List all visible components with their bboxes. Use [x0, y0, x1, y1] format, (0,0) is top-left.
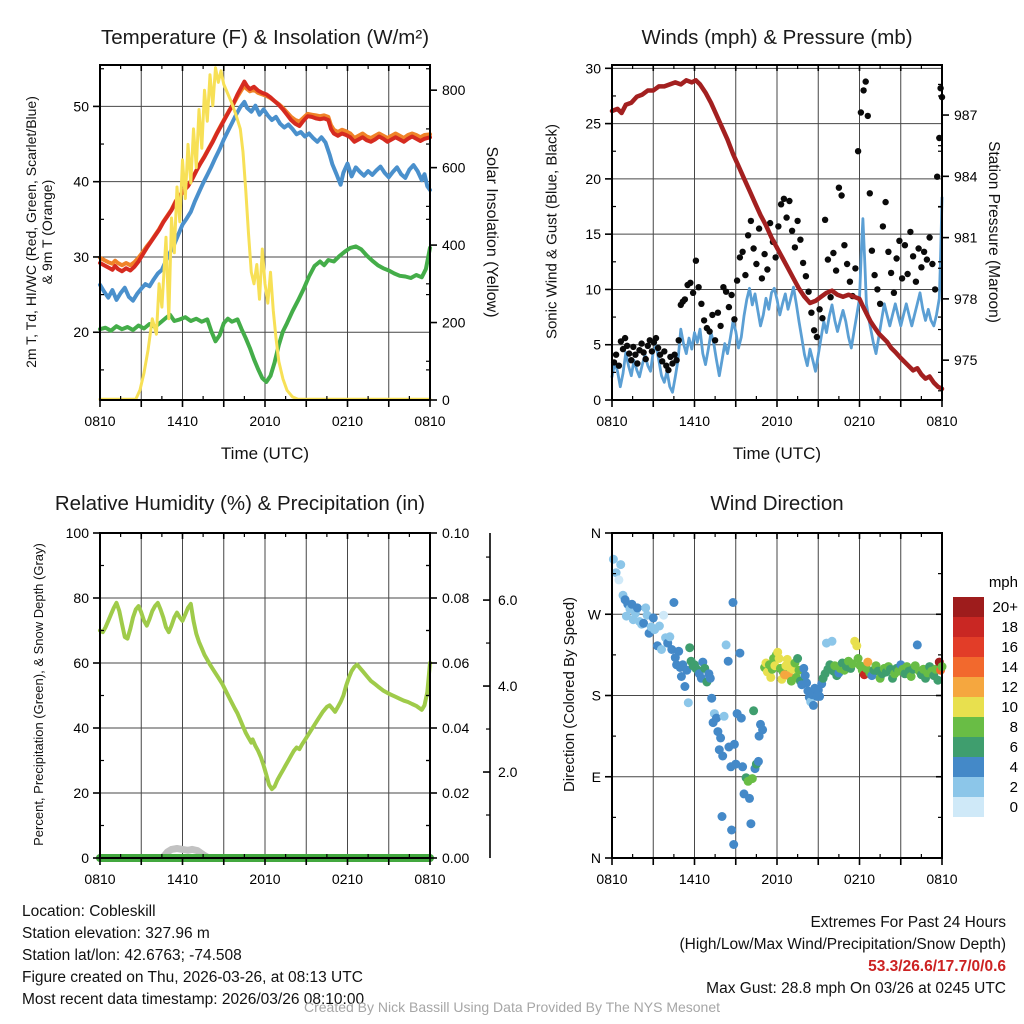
svg-text:0.08: 0.08 — [442, 590, 470, 606]
svg-text:0: 0 — [81, 850, 89, 866]
svg-text:W: W — [587, 606, 601, 623]
svg-text:2.0: 2.0 — [498, 764, 518, 781]
yaxis-label-pressure-right: Station Pressure (Maroon) — [985, 141, 1002, 323]
station-info — [22, 901, 364, 1011]
svg-text:0810: 0810 — [414, 871, 446, 887]
chart-title-winds-pressure: Winds (mph) & Pressure (mb) — [641, 26, 913, 49]
xaxis-label-winds: Time (UTC) — [732, 444, 822, 463]
svg-text:E: E — [591, 768, 601, 785]
svg-text:0210: 0210 — [331, 413, 364, 429]
svg-text:975: 975 — [954, 352, 978, 369]
svg-text:0210: 0210 — [843, 413, 876, 429]
svg-text:25: 25 — [585, 115, 601, 132]
svg-text:0810: 0810 — [84, 871, 116, 887]
svg-text:2010: 2010 — [249, 413, 281, 429]
svg-text:1410: 1410 — [678, 413, 711, 429]
svg-text:80: 80 — [73, 590, 89, 606]
svg-text:0.06: 0.06 — [442, 655, 470, 671]
max-gust: Max Gust: 28.8 mph On 03/26 at 0245 UTC — [706, 980, 1006, 997]
svg-text:0: 0 — [442, 392, 450, 408]
svg-text:984: 984 — [954, 168, 978, 185]
station-elevation: Station elevation: 327.96 m — [22, 925, 210, 942]
svg-text:1410: 1410 — [166, 413, 199, 429]
svg-text:4: 4 — [1009, 759, 1018, 776]
svg-text:0.02: 0.02 — [442, 785, 470, 801]
svg-text:14: 14 — [1001, 659, 1018, 676]
svg-text:400: 400 — [442, 237, 466, 254]
svg-text:40: 40 — [73, 173, 89, 190]
svg-text:12: 12 — [1001, 679, 1018, 696]
yaxis-label-wind-left: Sonic Wind & Gust (Blue, Black) — [543, 123, 561, 340]
svg-text:0.10: 0.10 — [442, 525, 470, 541]
extremes-heading: Extremes For Past 24 Hours — [810, 914, 1006, 931]
extremes-values: 53.3/26.6/17.7/0/0.6 — [868, 958, 1006, 975]
chart-wind_direction — [588, 525, 1018, 887]
svg-text:0810: 0810 — [926, 871, 958, 887]
svg-text:2010: 2010 — [761, 413, 793, 429]
svg-text:15: 15 — [585, 226, 601, 243]
svg-text:18: 18 — [1001, 619, 1018, 636]
svg-text:2010: 2010 — [761, 871, 793, 887]
svg-text:50: 50 — [73, 98, 89, 115]
svg-text:2: 2 — [1009, 779, 1018, 796]
yaxis-label-direction-left: Direction (Colored By Speed) — [561, 596, 578, 793]
svg-text:0.00: 0.00 — [442, 850, 470, 866]
extremes-block — [680, 912, 1007, 1000]
extremes-subheading: (High/Low/Max Wind/Precipitation/Snow Depth) — [679, 936, 1006, 953]
svg-text:1410: 1410 — [678, 871, 711, 887]
svg-text:30: 30 — [73, 248, 89, 265]
svg-text:800: 800 — [442, 82, 466, 99]
svg-text:N: N — [590, 525, 601, 541]
series-Gust (Black) — [611, 78, 945, 373]
svg-text:20: 20 — [73, 324, 89, 341]
svg-text:0810: 0810 — [926, 413, 958, 429]
yaxis-label-rh-left: Percent, Precipitation (Green), & Snow Depth (Gray) — [31, 543, 46, 846]
svg-text:200: 200 — [442, 314, 466, 331]
svg-text:0: 0 — [1009, 799, 1018, 816]
chart-winds_pressure — [585, 60, 977, 429]
svg-text:10: 10 — [585, 281, 601, 298]
svg-text:4.0: 4.0 — [498, 678, 518, 695]
svg-text:5: 5 — [593, 336, 601, 353]
yaxis-label-temp-left-line2: & 9m T (Orange) — [39, 179, 55, 285]
svg-text:60: 60 — [73, 655, 89, 671]
svg-text:981: 981 — [954, 229, 978, 246]
svg-text:2010: 2010 — [249, 871, 281, 887]
svg-text:6.0: 6.0 — [498, 592, 518, 609]
svg-text:0810: 0810 — [84, 413, 116, 429]
yaxis-label-temp-left — [23, 52, 57, 412]
svg-text:0210: 0210 — [331, 871, 364, 887]
yaxis-label-temp-left-line1: 2m T, Td, HI/WC (Red, Green, Scarlet/Blue) — [23, 96, 39, 368]
chart-temp_insolation — [73, 65, 465, 429]
speed-colorbar — [953, 574, 1018, 817]
station-location: Location: Cobleskill — [22, 903, 156, 920]
yaxis-label-insolation-right: Solar Insolation (Yellow) — [483, 146, 500, 318]
svg-text:8: 8 — [1009, 719, 1018, 736]
chart-title-rh-precip: Relative Humidity (%) & Precipitation (in) — [54, 492, 426, 515]
svg-text:30: 30 — [585, 60, 601, 77]
xaxis-label-temp: Time (UTC) — [220, 444, 310, 463]
svg-text:6: 6 — [1009, 739, 1018, 756]
svg-text:100: 100 — [65, 525, 89, 541]
svg-text:40: 40 — [73, 720, 89, 736]
svg-text:0810: 0810 — [596, 871, 628, 887]
svg-text:20: 20 — [73, 785, 89, 801]
svg-text:0210: 0210 — [843, 871, 876, 887]
figure-created: Figure created on Thu, 2026-03-26, at 08:13 UTC — [22, 969, 363, 986]
svg-text:987: 987 — [954, 107, 978, 124]
svg-text:0810: 0810 — [596, 413, 628, 429]
recent-timestamp: Most recent data timestamp: 2026/03/26 08:10:00 — [22, 991, 365, 1008]
svg-text:S: S — [591, 687, 601, 704]
svg-text:16: 16 — [1001, 639, 1018, 656]
station-latlon: Station lat/lon: 42.6763; -74.508 — [22, 947, 242, 964]
svg-text:978: 978 — [954, 290, 978, 307]
chart-title-temp-insolation: Temperature (F) & Insolation (W/m²) — [100, 26, 430, 49]
svg-text:N: N — [590, 850, 601, 866]
credit-line: Created By Nick Bassill Using Data Provided By The NYS Mesonet — [303, 999, 721, 1015]
svg-text:600: 600 — [442, 159, 466, 176]
svg-text:0810: 0810 — [414, 413, 446, 429]
svg-text:20+: 20+ — [992, 599, 1018, 616]
svg-text:10: 10 — [1001, 699, 1018, 716]
svg-text:0: 0 — [593, 392, 601, 408]
chart-title-wind-direction: Wind Direction — [710, 492, 844, 515]
svg-text:0.04: 0.04 — [442, 720, 470, 736]
svg-text:1410: 1410 — [166, 871, 199, 887]
svg-text:20: 20 — [585, 170, 601, 187]
svg-text:mph: mph — [988, 574, 1018, 591]
chart-rh_precip — [66, 525, 518, 887]
series-Wind Direction (Colored By Speed) — [609, 555, 947, 849]
